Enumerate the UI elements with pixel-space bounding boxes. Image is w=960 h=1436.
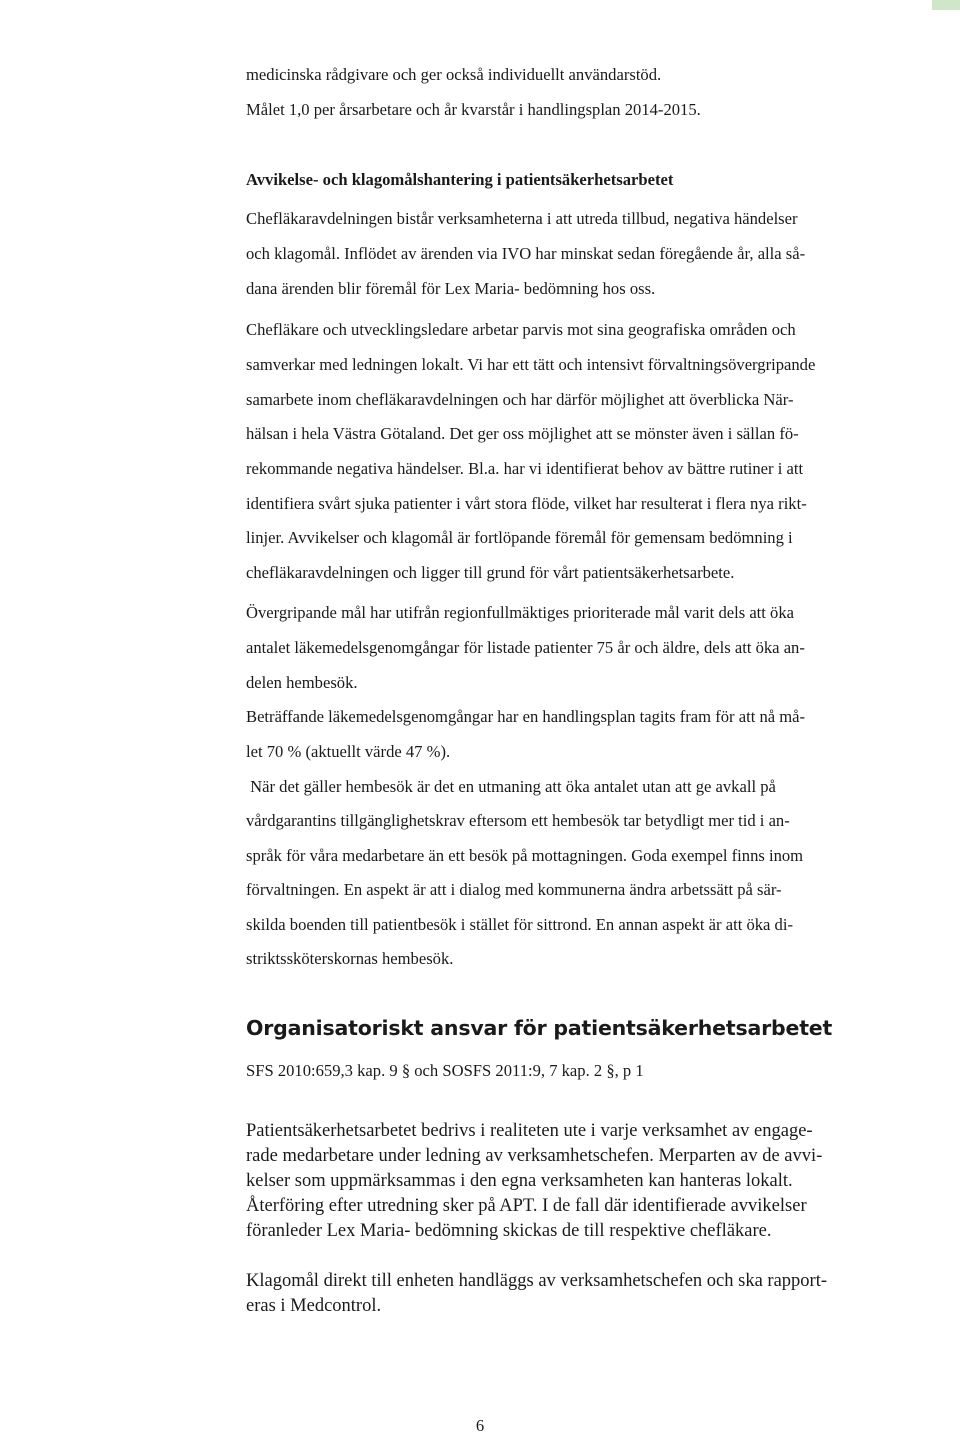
- text-line: chefläkaravdelningen och ligger till grund för vårt patientsäkerhetsarbete.: [246, 563, 735, 582]
- corner-decoration: [932, 0, 960, 10]
- text-line: rade medarbetare under ledning av verksamhetschefen. Merparten av de avvi-: [246, 1146, 823, 1166]
- text-line: linjer. Avvikelser och klagomål är fortlöpande föremål för gemensam bedömning i: [246, 528, 793, 547]
- text-line: språk för våra medarbetare än ett besök på mottagningen. Goda exempel finns inom: [246, 846, 804, 865]
- text-line: hälsan i hela Västra Götaland. Det ger oss möjlighet att se mönster även i sällan fö-: [246, 424, 799, 443]
- text-line: striktssköterskornas hembesök.: [246, 949, 454, 968]
- text-line: Chefläkare och utvecklingsledare arbetar parvis mot sina geografiska områden och: [246, 320, 796, 339]
- section-heading: Organisatoriskt ansvar för patientsäkerhetsarbetet: [246, 1016, 833, 1040]
- text-line: let 70 % (aktuellt värde 47 %).: [246, 742, 451, 761]
- text-line: Övergripande mål har utifrån regionfullmäktiges prioriterade mål varit dels att öka: [246, 603, 795, 622]
- text-line: och klagomål. Inflödet av ärenden via IVO har minskat sedan föregående år, alla så-: [246, 244, 806, 263]
- text-line: vårdgarantins tillgänglighetskrav eftersom ett hembesök tar betydligt mer tid i an-: [246, 811, 790, 830]
- text-line: medicinska rådgivare och ger också individuellt användarstöd.: [246, 65, 662, 84]
- text-line: Chefläkaravdelningen bistår verksamheterna i att utreda tillbud, negativa händelser: [246, 209, 798, 228]
- text-line: samverkar med ledningen lokalt. Vi har ett tätt och intensivt förvaltningsövergripande: [246, 355, 816, 374]
- section-title: Avvikelse- och klagomålshantering i patientsäkerhetsarbetet: [246, 170, 674, 189]
- text-line: Målet 1,0 per årsarbetare och år kvarstår i handlingsplan 2014-2015.: [246, 100, 701, 119]
- text-line: Patientsäkerhetsarbetet bedrivs i realiteten ute i varje verksamhet av engage-: [246, 1121, 813, 1141]
- text-line: skilda boenden till patientbesök i stället för sittrond. En annan aspekt är att öka di-: [246, 915, 793, 934]
- text-line: förvaltningen. En aspekt är att i dialog med kommunerna ändra arbetssätt på sär-: [246, 880, 782, 899]
- text-line: föranleder Lex Maria- bedömning skickas de till respektive chefläkare.: [246, 1221, 772, 1241]
- text-line: delen hembesök.: [246, 673, 358, 692]
- text-line: samarbete inom chefläkaravdelningen och har därför möjlighet att överblicka När-: [246, 390, 794, 409]
- text-line: dana ärenden blir föremål för Lex Maria- bedömning hos oss.: [246, 279, 656, 298]
- text-line: rekommande negativa händelser. Bl.a. har vi identifierat behov av bättre rutiner i att: [246, 459, 804, 478]
- text-line: eras i Medcontrol.: [246, 1296, 382, 1316]
- text-line: Återföring efter utredning sker på APT. I de fall där identifierade avvikelser: [246, 1196, 807, 1216]
- text-line: antalet läkemedelsgenomgångar för listade patienter 75 år och äldre, dels att öka an-: [246, 638, 805, 657]
- text-line: identifiera svårt sjuka patienter i vårt stora flöde, vilket har resulterat i flera nya rikt-: [246, 494, 807, 513]
- page-number: 6: [475, 1416, 485, 1435]
- text-line: kelser som uppmärksammas i den egna verksamheten kan hanteras lokalt.: [246, 1171, 793, 1191]
- text-line: När det gäller hembesök är det en utmaning att öka antalet utan att ge avkall på: [246, 777, 776, 796]
- text-line: Beträffande läkemedelsgenomgångar har en handlingsplan tagits fram för att nå må-: [246, 707, 806, 726]
- text-line: Klagomål direkt till enheten handläggs av verksamhetschefen och ska rapport-: [246, 1271, 828, 1291]
- legal-reference: SFS 2010:659,3 kap. 9 § och SOSFS 2011:9, 7 kap. 2 §, p 1: [246, 1061, 644, 1080]
